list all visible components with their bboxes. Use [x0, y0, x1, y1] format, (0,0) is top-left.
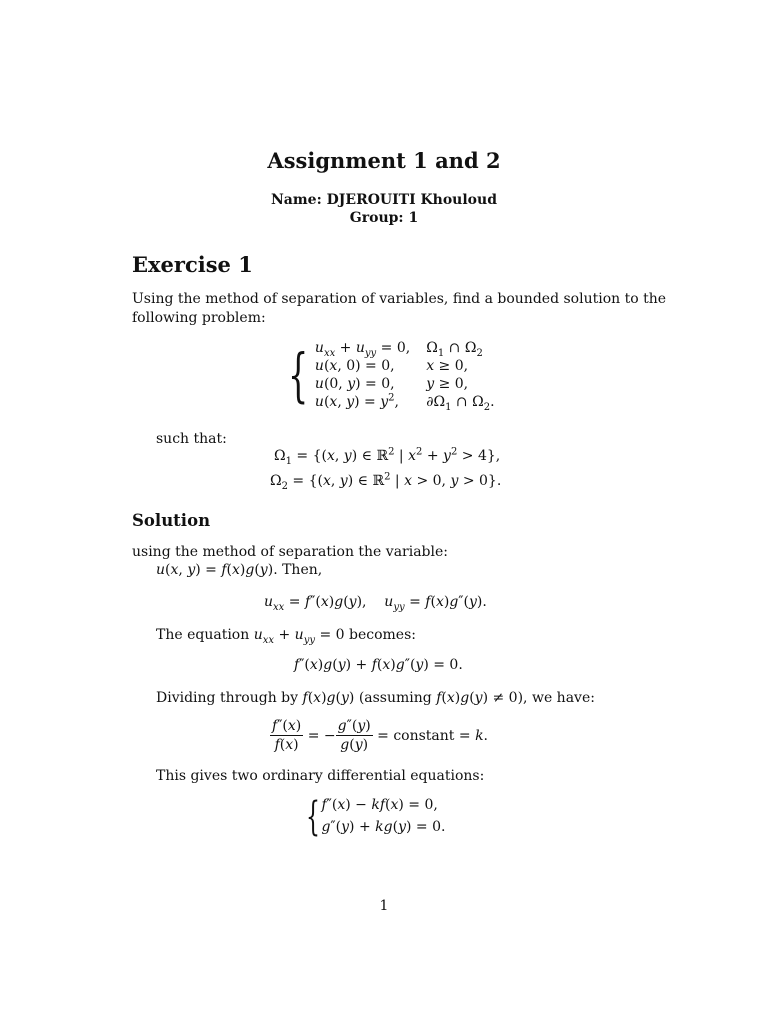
separated-equation: f″(x)g(y) + f(x)g″(y) = 0. — [294, 657, 463, 673]
boundary-condition-2: u(0, y) = 0, — [314, 376, 395, 392]
second-derivatives-equation: $u_{xx} = f''(x)g(y)$, $u_{yy} = f(x)g''(y)$. — [264, 594, 487, 613]
problem-system — [288, 340, 495, 413]
condition-y: y ≥ 0, — [426, 376, 469, 392]
author-name: Name: DJEROUITI Khouloud — [271, 192, 497, 208]
exercise-text-line-1: Using the method of separation of variables, find a bounded solution to the — [132, 291, 667, 307]
document-title: Assignment 1 and 2 — [267, 148, 501, 173]
ode-f: f″(x) − kf(x) = 0, — [321, 797, 438, 813]
boundary-condition-1: u(x, 0) = 0, — [314, 358, 395, 374]
omega-2-definition: $\Omega_2 = \{(x$, y) ∈ ℝ$^2$ | x > 0, y > 0}. — [270, 471, 502, 492]
fraction-g: $\frac{g''(y)}{g(y)}$ — [337, 718, 371, 753]
dividing-text: Dividing through by f(x)g(y) (assuming f(x)g(y) ≠ 0), we have: — [156, 690, 595, 706]
such-that-label: such that: — [156, 431, 227, 447]
ode-system — [306, 794, 446, 840]
ode-g: g″(y) + kg(y) = 0. — [321, 819, 446, 835]
exercise-heading: Exercise 1 — [132, 252, 253, 277]
boundary-domain: $\partial\Omega_1$ ∩ $\Omega_2$. — [426, 394, 495, 413]
ode-intro: This gives two ordinary differential equations: — [156, 768, 485, 784]
left-brace: { — [288, 341, 309, 409]
solution-heading: Solution — [132, 511, 211, 530]
laplace-equation: $u_{xx} + u_{yy} = 0$, — [314, 340, 411, 359]
exercise-statement — [132, 290, 666, 328]
equation-becomes-text: The equation $u_{xx} + u_{yy} = 0$ becomes: — [156, 627, 416, 646]
fraction-f: $\frac{f''(x)}{f(x)}$ — [272, 718, 302, 753]
solution-intro: using the method of separation the variable: — [132, 544, 448, 560]
separation-ansatz: u(x, y) = f(x)g(y). Then, — [156, 562, 323, 578]
left-brace: { — [306, 794, 320, 840]
ratio-equation: $\frac{f''(x)}{f(x)}$ = − $\frac{g''(y)}{g(y)}$ = constant = k. — [272, 718, 488, 753]
exercise-text-line-2: following problem: — [132, 310, 266, 326]
group-number: Group: 1 — [349, 210, 419, 226]
ode-equations — [321, 797, 445, 837]
system-equations — [314, 340, 495, 413]
condition-x: x ≥ 0, — [426, 358, 469, 374]
boundary-condition-3: u(x, $y) = y^2$, — [314, 392, 399, 410]
domain-condition: $\Omega_1$ ∩ $\Omega_2$ — [426, 340, 483, 359]
omega-1-definition: $\Omega_1 = \{(x$, y) ∈ ℝ$^2$ | $x^2 + y^2 > 4$}, — [274, 446, 501, 467]
page-number: 1 — [379, 898, 389, 914]
